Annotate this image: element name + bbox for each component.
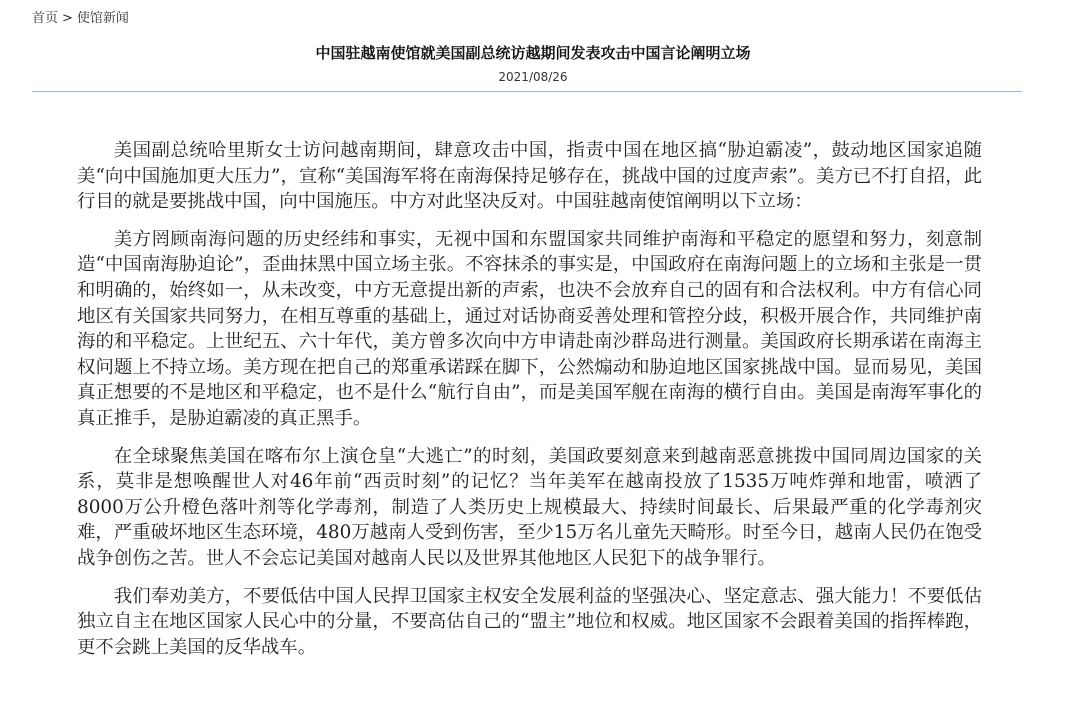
breadcrumb-separator: > bbox=[62, 11, 73, 26]
title-divider bbox=[32, 91, 1022, 92]
article-date: 2021/08/26 bbox=[498, 70, 568, 84]
article-paragraph: 我们奉劝美方，不要低估中国人民捍卫国家主权安全发展利益的坚强决心、坚定意志、强大能力！不要低估独立自主在地区国家人民心中的分量，不要高估自己的“盟主”地位和权威。地区国家不会跟着美国的指挥棒跑，更不会跳上美国的反华战车。 bbox=[77, 585, 982, 658]
breadcrumb-section-link[interactable]: 使馆新闻 bbox=[76, 11, 129, 26]
article-paragraph: 在全球聚焦美国在喀布尔上演仓皇“大逃亡”的时刻，美国政要刻意来到越南恶意挑拨中国同周边国家的关系，莫非是想唤醒世人对46年前“西贡时刻”的记忆？当年美军在越南投放了1535万吨炸弹和地雷，喷洒了8000万公升橙色落叶剂等化学毒剂，制造了人类历史上规模最大、持续时间最长、后果最严重的化学毒剂灾难，严重破坏地区生态环境，480万越南人受到伤害，至少15万名儿童先天畸形。时至今日，越南人民仍在饱受战争创伤之苦。世人不会忘记美国对越南人民以及世界其他地区人民犯下的战争罪行。 bbox=[77, 445, 982, 569]
breadcrumb-home-link[interactable]: 首页 bbox=[32, 11, 59, 26]
article-body bbox=[77, 138, 982, 672]
article-paragraph: 美国副总统哈里斯女士访问越南期间，肆意攻击中国，指责中国在地区搞“胁迫霸凌”，鼓动地区国家追随美“向中国施加更大压力”，宣称“美国海军将在南海保持足够存在，挑战中国的过度声索”。美方已不打自招，此行目的就是要挑战中国，向中国施压。中方对此坚决反对。中国驻越南使馆阐明以下立场： bbox=[77, 140, 982, 213]
article-title: 中国驻越南使馆就美国副总统访越期间发表攻击中国言论阐明立场 bbox=[315, 44, 751, 62]
article-paragraph: 美方罔顾南海问题的历史经纬和事实，无视中国和东盟国家共同维护南海和平稳定的愿望和努力，刻意制造“中国南海胁迫论”，歪曲抹黑中国立场主张。不容抹杀的事实是，中国政府在南海问题上的立场和主张是一贯和明确的，始终如一，从未改变，中方无意提出新的声索，也决不会放弃自己的固有和合法权利。中方有信心同地区有关国家共同努力，在相互尊重的基础上，通过对话协商妥善处理和管控分歧，积极开展合作，共同维护南海的和平稳定。上世纪五、六十年代，美方曾多次向中方申请赴南沙群岛进行测量。美国政府长期承诺在南海主权问题上不持立场。美方现在把自己的郑重承诺踩在脚下，公然煽动和胁迫地区国家挑战中国。显而易见，美国真正想要的不是地区和平稳定，也不是什么“航行自由”，而是美国军舰在南海的横行自由。美国是南海军事化的真正推手，是胁迫霸凌的真正黑手。 bbox=[77, 228, 982, 429]
breadcrumb bbox=[32, 10, 129, 28]
